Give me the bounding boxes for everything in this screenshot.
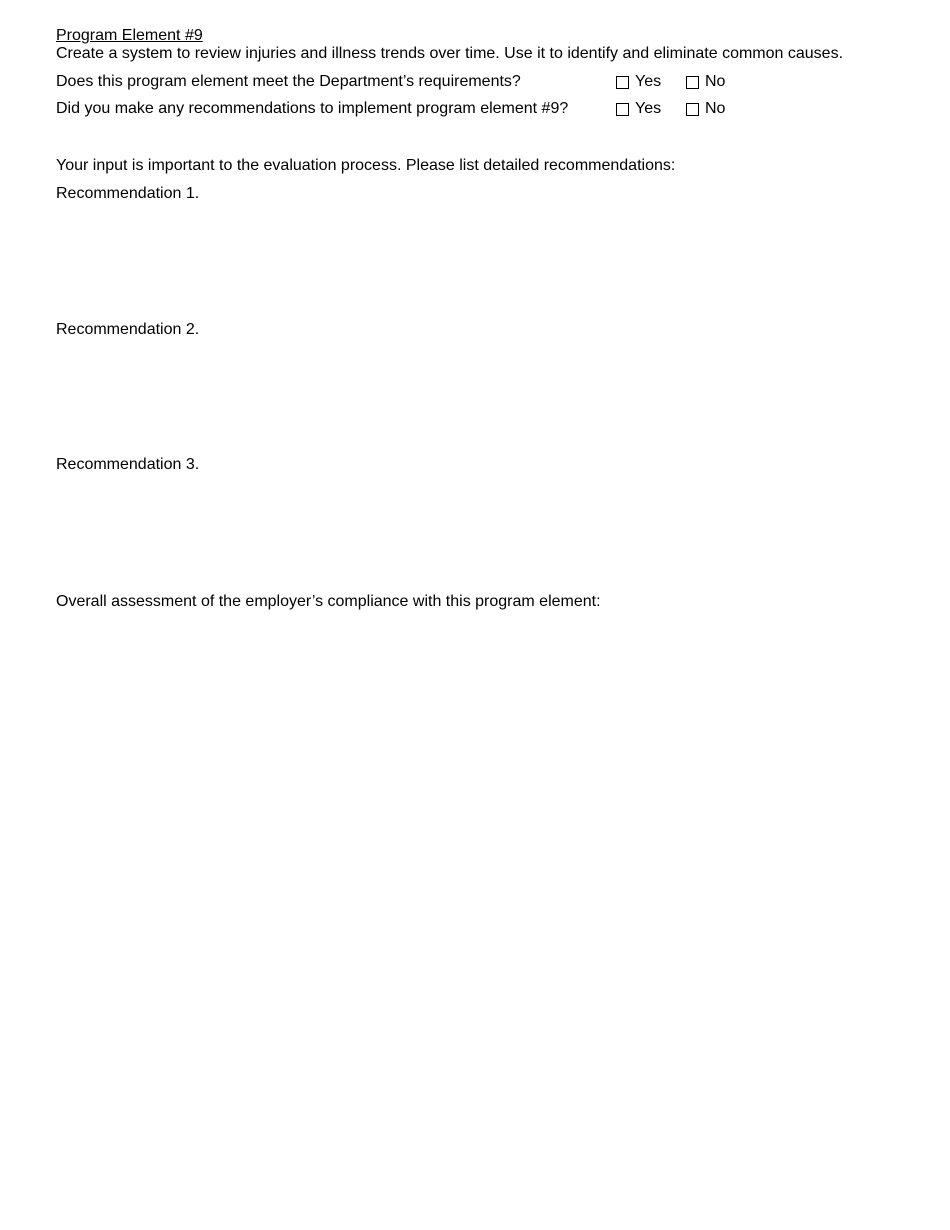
question-requirements-no-option[interactable] bbox=[686, 72, 725, 92]
yes-label: Yes bbox=[635, 100, 662, 117]
no-label: No bbox=[705, 73, 726, 90]
question-requirements-yes-option[interactable] bbox=[616, 72, 661, 92]
question-recommendations-yes-option[interactable] bbox=[616, 99, 661, 119]
recommendation-3-label: Recommendation 3. bbox=[56, 456, 200, 473]
yes-label: Yes bbox=[635, 73, 662, 90]
checkbox-empty-icon[interactable] bbox=[616, 76, 629, 89]
checkbox-empty-icon[interactable] bbox=[616, 103, 629, 116]
no-label: No bbox=[705, 100, 726, 117]
recommendation-2-label: Recommendation 2. bbox=[56, 321, 200, 338]
checkbox-empty-icon[interactable] bbox=[686, 76, 699, 89]
question-row-requirements bbox=[56, 72, 756, 92]
program-element-heading: Program Element #9 bbox=[56, 27, 203, 44]
program-element-description: Create a system to review injuries and illness trends over time. Use it to identify and eliminate common causes. bbox=[56, 45, 844, 62]
overall-assessment-label: Overall assessment of the employer’s compliance with this program element: bbox=[56, 593, 601, 610]
question-requirements-text: Does this program element meet the Department’s requirements? bbox=[56, 73, 521, 90]
question-recommendations-text: Did you make any recommendations to implement program element #9? bbox=[56, 100, 569, 117]
input-prompt: Your input is important to the evaluation process. Please list detailed recommendations: bbox=[56, 157, 676, 174]
question-row-recommendations bbox=[56, 99, 756, 119]
question-recommendations-no-option[interactable] bbox=[686, 99, 725, 119]
recommendation-1-label: Recommendation 1. bbox=[56, 185, 200, 202]
checkbox-empty-icon[interactable] bbox=[686, 103, 699, 116]
